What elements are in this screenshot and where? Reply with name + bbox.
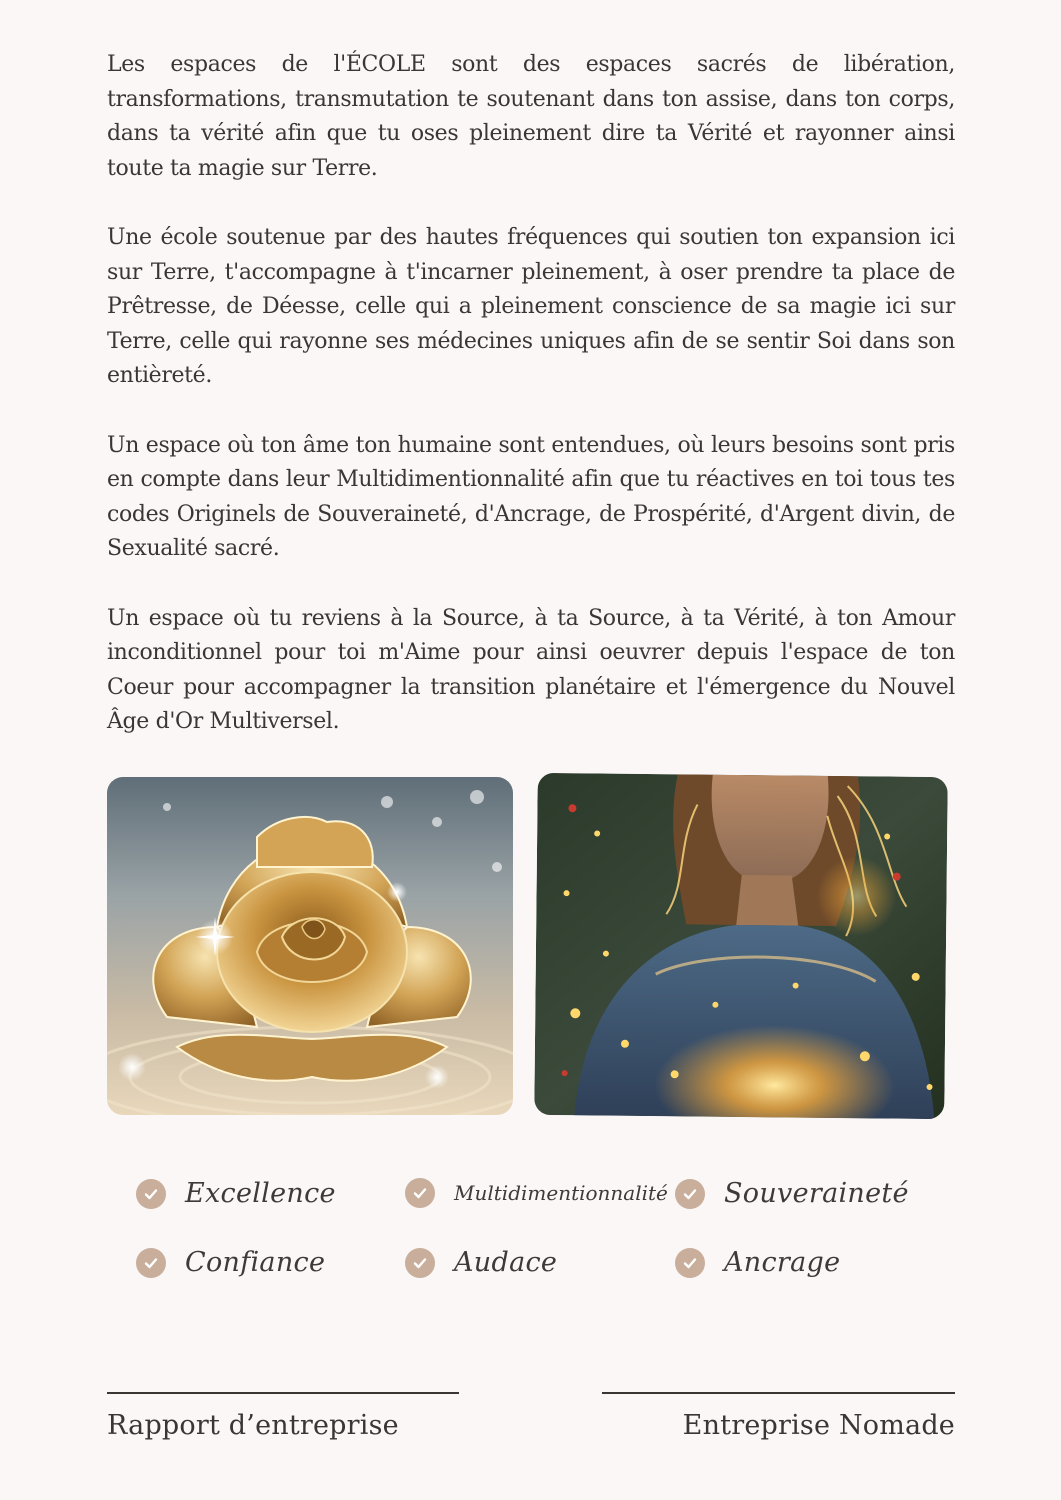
value-item	[675, 1178, 909, 1209]
value-label: Audace	[454, 1247, 558, 1278]
footer-rule-right	[602, 1392, 955, 1394]
paragraph: Un espace où tu reviens à la Source, à ta Source, à ta Vérité, à ton Amour inconditionnel pour toi m'Aime pour ainsi oeuvrer depuis l'espace de ton Coeur pour accompagner la transition planétaire et l'émergence du Nouvel Âge d'Or Multiversel.	[107, 605, 955, 735]
check-circle-icon	[136, 1179, 166, 1209]
value-label: Ancrage	[724, 1247, 841, 1278]
value-item	[405, 1178, 668, 1208]
footer-right-text: Entreprise Nomade	[682, 1410, 955, 1441]
paragraph: Les espaces de l'ÉCOLE sont des espaces sacrés de libération, transformations, transmutation te soutenant dans ton assise, dans ton corps, dans ta vérité afin que tu oses pleinement dire ta Vérité et rayonner ainsi toute ta magie sur Terre.	[107, 52, 955, 181]
golden-rose-photo	[107, 777, 513, 1115]
check-circle-icon	[675, 1248, 705, 1278]
paragraph: Une école soutenue par des hautes fréquences qui soutien ton expansion ici sur Terre, t'accompagne à t'incarner pleinement, à oser prendre ta place de Prêtresse, de Déesse, celle qui a pleinement conscience de sa magie ici sur Terre, celle qui rayonne ses médecines uniques afin de se sentir Soi dans son entièreté.	[107, 224, 955, 389]
value-item	[405, 1247, 557, 1278]
value-label: Multidimentionnalité	[454, 1181, 668, 1205]
footer-left-text: Rapport d’entreprise	[107, 1410, 399, 1441]
check-circle-icon	[675, 1179, 705, 1209]
glowing-woman-photo	[534, 773, 948, 1119]
value-label: Confiance	[185, 1247, 326, 1278]
value-item	[675, 1247, 840, 1278]
body-text	[107, 48, 955, 774]
value-label: Souveraineté	[724, 1178, 909, 1209]
glowing-woman-image	[534, 773, 948, 1119]
check-circle-icon	[405, 1178, 435, 1208]
value-item	[136, 1247, 325, 1278]
check-circle-icon	[405, 1248, 435, 1278]
footer-rule-left	[107, 1392, 459, 1394]
paragraph: Un espace où ton âme ton humaine sont entendues, où leurs besoins sont pris en compte dans leur Multidimentionnalité afin que tu réactives en toi tous tes codes Originels de Souveraineté, d'Ancrage, de Prospérité, d'Argent divin, de Sexualité sacré.	[107, 432, 955, 562]
check-circle-icon	[136, 1248, 166, 1278]
value-label: Excellence	[185, 1178, 336, 1209]
golden-rose-image	[107, 777, 513, 1115]
value-item	[136, 1178, 336, 1209]
